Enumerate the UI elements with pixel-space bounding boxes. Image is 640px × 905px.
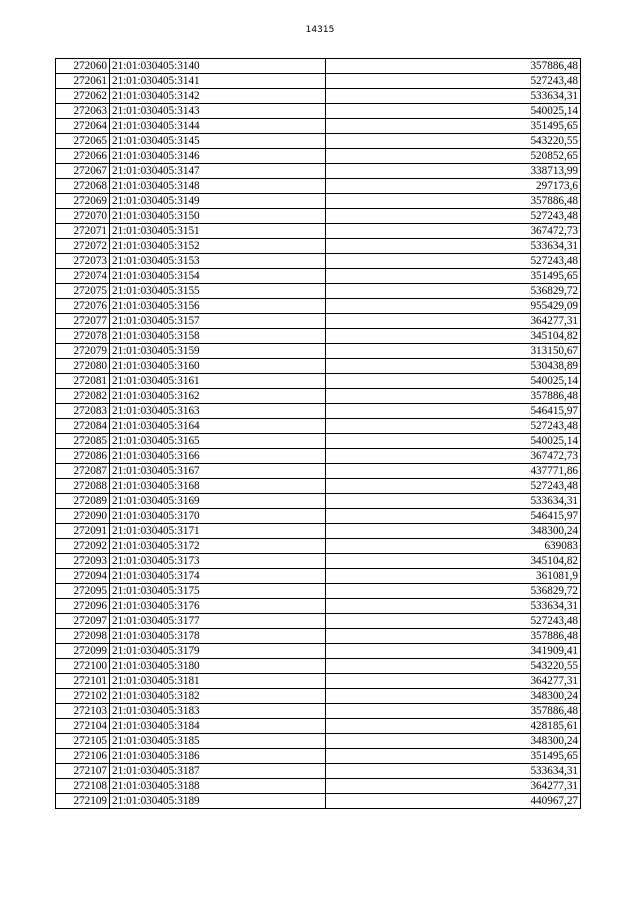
row-id-cell: 272070 <box>56 209 110 224</box>
row-id-cell: 272108 <box>56 779 110 794</box>
cadastral-number-cell: 21:01:030405:3141 <box>110 74 326 89</box>
row-id-cell: 272097 <box>56 614 110 629</box>
table-row <box>56 59 581 74</box>
cadastral-number-cell: 21:01:030405:3156 <box>110 299 326 314</box>
cadastral-number-cell: 21:01:030405:3143 <box>110 104 326 119</box>
row-id-cell: 272082 <box>56 389 110 404</box>
cadastral-number-cell: 21:01:030405:3146 <box>110 149 326 164</box>
cadastral-value-cell: 527243,48 <box>326 74 581 89</box>
cadastral-value-cell: 527243,48 <box>326 614 581 629</box>
page-number: 14315 <box>305 25 335 35</box>
cadastral-number-cell: 21:01:030405:3170 <box>110 509 326 524</box>
table-row <box>56 794 581 809</box>
cadastral-number-cell: 21:01:030405:3150 <box>110 209 326 224</box>
cadastral-number-cell: 21:01:030405:3187 <box>110 764 326 779</box>
table-body <box>56 59 581 809</box>
cadastral-number-cell: 21:01:030405:3152 <box>110 239 326 254</box>
cadastral-number-cell: 21:01:030405:3160 <box>110 359 326 374</box>
cadastral-value-cell: 527243,48 <box>326 254 581 269</box>
cadastral-number-cell: 21:01:030405:3151 <box>110 224 326 239</box>
cadastral-value-cell: 351495,65 <box>326 749 581 764</box>
cadastral-value-cell: 533634,31 <box>326 494 581 509</box>
cadastral-number-cell: 21:01:030405:3175 <box>110 584 326 599</box>
row-id-cell: 272076 <box>56 299 110 314</box>
table-row <box>56 179 581 194</box>
table-row <box>56 74 581 89</box>
table-row <box>56 134 581 149</box>
table-row <box>56 389 581 404</box>
cadastral-number-cell: 21:01:030405:3186 <box>110 749 326 764</box>
row-id-cell: 272092 <box>56 539 110 554</box>
cadastral-number-cell: 21:01:030405:3177 <box>110 614 326 629</box>
cadastral-value-cell: 357886,48 <box>326 704 581 719</box>
table-row <box>56 644 581 659</box>
table-row <box>56 629 581 644</box>
cadastral-value-cell: 361081,9 <box>326 569 581 584</box>
table-row <box>56 689 581 704</box>
row-id-cell: 272098 <box>56 629 110 644</box>
cadastral-number-cell: 21:01:030405:3144 <box>110 119 326 134</box>
row-id-cell: 272077 <box>56 314 110 329</box>
row-id-cell: 272065 <box>56 134 110 149</box>
table-row <box>56 764 581 779</box>
row-id-cell: 272100 <box>56 659 110 674</box>
cadastral-number-cell: 21:01:030405:3169 <box>110 494 326 509</box>
row-id-cell: 272103 <box>56 704 110 719</box>
cadastral-number-cell: 21:01:030405:3182 <box>110 689 326 704</box>
cadastral-number-cell: 21:01:030405:3164 <box>110 419 326 434</box>
cadastral-number-cell: 21:01:030405:3181 <box>110 674 326 689</box>
table-row <box>56 329 581 344</box>
cadastral-value-cell: 313150,67 <box>326 344 581 359</box>
table-row <box>56 209 581 224</box>
cadastral-value-cell: 520852,65 <box>326 149 581 164</box>
row-id-cell: 272075 <box>56 284 110 299</box>
table-row <box>56 494 581 509</box>
row-id-cell: 272068 <box>56 179 110 194</box>
row-id-cell: 272107 <box>56 764 110 779</box>
cadastral-number-cell: 21:01:030405:3171 <box>110 524 326 539</box>
table-row <box>56 359 581 374</box>
cadastral-value-cell: 351495,65 <box>326 119 581 134</box>
cadastral-value-cell: 527243,48 <box>326 209 581 224</box>
table-row <box>56 569 581 584</box>
cadastral-number-cell: 21:01:030405:3148 <box>110 179 326 194</box>
cadastral-number-cell: 21:01:030405:3154 <box>110 269 326 284</box>
cadastral-value-cell: 357886,48 <box>326 194 581 209</box>
row-id-cell: 272088 <box>56 479 110 494</box>
table-row <box>56 374 581 389</box>
cadastral-number-cell: 21:01:030405:3163 <box>110 404 326 419</box>
table-row <box>56 554 581 569</box>
cadastral-number-cell: 21:01:030405:3159 <box>110 344 326 359</box>
row-id-cell: 272093 <box>56 554 110 569</box>
cadastral-value-cell: 540025,14 <box>326 434 581 449</box>
row-id-cell: 272081 <box>56 374 110 389</box>
row-id-cell: 272060 <box>56 59 110 74</box>
row-id-cell: 272064 <box>56 119 110 134</box>
table-row <box>56 584 581 599</box>
table-row <box>56 194 581 209</box>
row-id-cell: 272105 <box>56 734 110 749</box>
row-id-cell: 272063 <box>56 104 110 119</box>
table-row <box>56 524 581 539</box>
cadastral-number-cell: 21:01:030405:3172 <box>110 539 326 554</box>
row-id-cell: 272078 <box>56 329 110 344</box>
table-row <box>56 299 581 314</box>
cadastral-value-cell: 348300,24 <box>326 734 581 749</box>
cadastral-value-cell: 527243,48 <box>326 479 581 494</box>
table-row <box>56 464 581 479</box>
row-id-cell: 272095 <box>56 584 110 599</box>
table-row <box>56 239 581 254</box>
table-row <box>56 404 581 419</box>
cadastral-number-cell: 21:01:030405:3189 <box>110 794 326 809</box>
row-id-cell: 272069 <box>56 194 110 209</box>
cadastral-value-cell: 367472,73 <box>326 224 581 239</box>
table-row <box>56 659 581 674</box>
cadastral-number-cell: 21:01:030405:3168 <box>110 479 326 494</box>
cadastral-number-cell: 21:01:030405:3165 <box>110 434 326 449</box>
table-row <box>56 734 581 749</box>
cadastral-value-cell: 364277,31 <box>326 779 581 794</box>
cadastral-value-cell: 546415,97 <box>326 404 581 419</box>
cadastral-value-cell: 540025,14 <box>326 104 581 119</box>
cadastral-number-cell: 21:01:030405:3173 <box>110 554 326 569</box>
row-id-cell: 272079 <box>56 344 110 359</box>
row-id-cell: 272074 <box>56 269 110 284</box>
cadastral-number-cell: 21:01:030405:3140 <box>110 59 326 74</box>
cadastral-number-cell: 21:01:030405:3153 <box>110 254 326 269</box>
cadastral-number-cell: 21:01:030405:3178 <box>110 629 326 644</box>
table-row <box>56 674 581 689</box>
table-row <box>56 269 581 284</box>
row-id-cell: 272061 <box>56 74 110 89</box>
table-row <box>56 749 581 764</box>
cadastral-value-cell: 527243,48 <box>326 419 581 434</box>
cadastral-value-cell: 428185,61 <box>326 719 581 734</box>
cadastral-value-cell: 530438,89 <box>326 359 581 374</box>
cadastral-number-cell: 21:01:030405:3149 <box>110 194 326 209</box>
row-id-cell: 272094 <box>56 569 110 584</box>
row-id-cell: 272080 <box>56 359 110 374</box>
row-id-cell: 272072 <box>56 239 110 254</box>
table-row <box>56 614 581 629</box>
cadastral-value-cell: 533634,31 <box>326 239 581 254</box>
table-row <box>56 434 581 449</box>
cadastral-number-cell: 21:01:030405:3157 <box>110 314 326 329</box>
cadastral-value-cell: 364277,31 <box>326 314 581 329</box>
table-row <box>56 539 581 554</box>
row-id-cell: 272071 <box>56 224 110 239</box>
cadastral-value-cell: 297173,6 <box>326 179 581 194</box>
table-row <box>56 284 581 299</box>
table-row <box>56 89 581 104</box>
cadastral-value-cell: 367472,73 <box>326 449 581 464</box>
cadastral-value-cell: 955429,09 <box>326 299 581 314</box>
cadastral-number-cell: 21:01:030405:3188 <box>110 779 326 794</box>
table-row <box>56 419 581 434</box>
table-row <box>56 719 581 734</box>
table-row <box>56 449 581 464</box>
row-id-cell: 272106 <box>56 749 110 764</box>
cadastral-number-cell: 21:01:030405:3147 <box>110 164 326 179</box>
cadastral-number-cell: 21:01:030405:3142 <box>110 89 326 104</box>
cadastral-value-table <box>55 58 581 809</box>
cadastral-value-cell: 540025,14 <box>326 374 581 389</box>
cadastral-value-cell: 341909,41 <box>326 644 581 659</box>
table-row <box>56 119 581 134</box>
cadastral-value-cell: 639083 <box>326 539 581 554</box>
cadastral-value-cell: 364277,31 <box>326 674 581 689</box>
row-id-cell: 272086 <box>56 449 110 464</box>
cadastral-value-cell: 533634,31 <box>326 89 581 104</box>
cadastral-value-cell: 536829,72 <box>326 284 581 299</box>
row-id-cell: 272099 <box>56 644 110 659</box>
cadastral-number-cell: 21:01:030405:3155 <box>110 284 326 299</box>
cadastral-number-cell: 21:01:030405:3158 <box>110 329 326 344</box>
row-id-cell: 272083 <box>56 404 110 419</box>
table-row <box>56 149 581 164</box>
table-row <box>56 599 581 614</box>
table-row <box>56 314 581 329</box>
row-id-cell: 272062 <box>56 89 110 104</box>
cadastral-value-cell: 533634,31 <box>326 764 581 779</box>
cadastral-value-cell: 533634,31 <box>326 599 581 614</box>
table-row <box>56 104 581 119</box>
cadastral-value-cell: 351495,65 <box>326 269 581 284</box>
cadastral-value-cell: 357886,48 <box>326 389 581 404</box>
cadastral-number-cell: 21:01:030405:3167 <box>110 464 326 479</box>
cadastral-value-cell: 345104,82 <box>326 329 581 344</box>
row-id-cell: 272090 <box>56 509 110 524</box>
row-id-cell: 272104 <box>56 719 110 734</box>
cadastral-number-cell: 21:01:030405:3145 <box>110 134 326 149</box>
cadastral-value-cell: 348300,24 <box>326 689 581 704</box>
row-id-cell: 272073 <box>56 254 110 269</box>
row-id-cell: 272102 <box>56 689 110 704</box>
row-id-cell: 272091 <box>56 524 110 539</box>
cadastral-number-cell: 21:01:030405:3183 <box>110 704 326 719</box>
cadastral-value-cell: 357886,48 <box>326 59 581 74</box>
table-row <box>56 704 581 719</box>
cadastral-value-cell: 345104,82 <box>326 554 581 569</box>
row-id-cell: 272085 <box>56 434 110 449</box>
cadastral-value-cell: 543220,55 <box>326 134 581 149</box>
row-id-cell: 272087 <box>56 464 110 479</box>
row-id-cell: 272066 <box>56 149 110 164</box>
cadastral-number-cell: 21:01:030405:3174 <box>110 569 326 584</box>
table-row <box>56 509 581 524</box>
cadastral-value-cell: 437771,86 <box>326 464 581 479</box>
cadastral-value-cell: 543220,55 <box>326 659 581 674</box>
cadastral-number-cell: 21:01:030405:3179 <box>110 644 326 659</box>
cadastral-number-cell: 21:01:030405:3166 <box>110 449 326 464</box>
table-row <box>56 779 581 794</box>
row-id-cell: 272067 <box>56 164 110 179</box>
cadastral-value-cell: 348300,24 <box>326 524 581 539</box>
cadastral-number-cell: 21:01:030405:3176 <box>110 599 326 614</box>
row-id-cell: 272096 <box>56 599 110 614</box>
table-row <box>56 224 581 239</box>
row-id-cell: 272084 <box>56 419 110 434</box>
table-row <box>56 254 581 269</box>
cadastral-number-cell: 21:01:030405:3180 <box>110 659 326 674</box>
cadastral-number-cell: 21:01:030405:3161 <box>110 374 326 389</box>
cadastral-value-cell: 338713,99 <box>326 164 581 179</box>
table-row <box>56 344 581 359</box>
cadastral-number-cell: 21:01:030405:3185 <box>110 734 326 749</box>
cadastral-value-cell: 546415,97 <box>326 509 581 524</box>
cadastral-number-cell: 21:01:030405:3162 <box>110 389 326 404</box>
row-id-cell: 272101 <box>56 674 110 689</box>
cadastral-number-cell: 21:01:030405:3184 <box>110 719 326 734</box>
cadastral-value-cell: 440967,27 <box>326 794 581 809</box>
table-row <box>56 164 581 179</box>
row-id-cell: 272109 <box>56 794 110 809</box>
cadastral-value-cell: 536829,72 <box>326 584 581 599</box>
cadastral-value-cell: 357886,48 <box>326 629 581 644</box>
table-row <box>56 479 581 494</box>
row-id-cell: 272089 <box>56 494 110 509</box>
